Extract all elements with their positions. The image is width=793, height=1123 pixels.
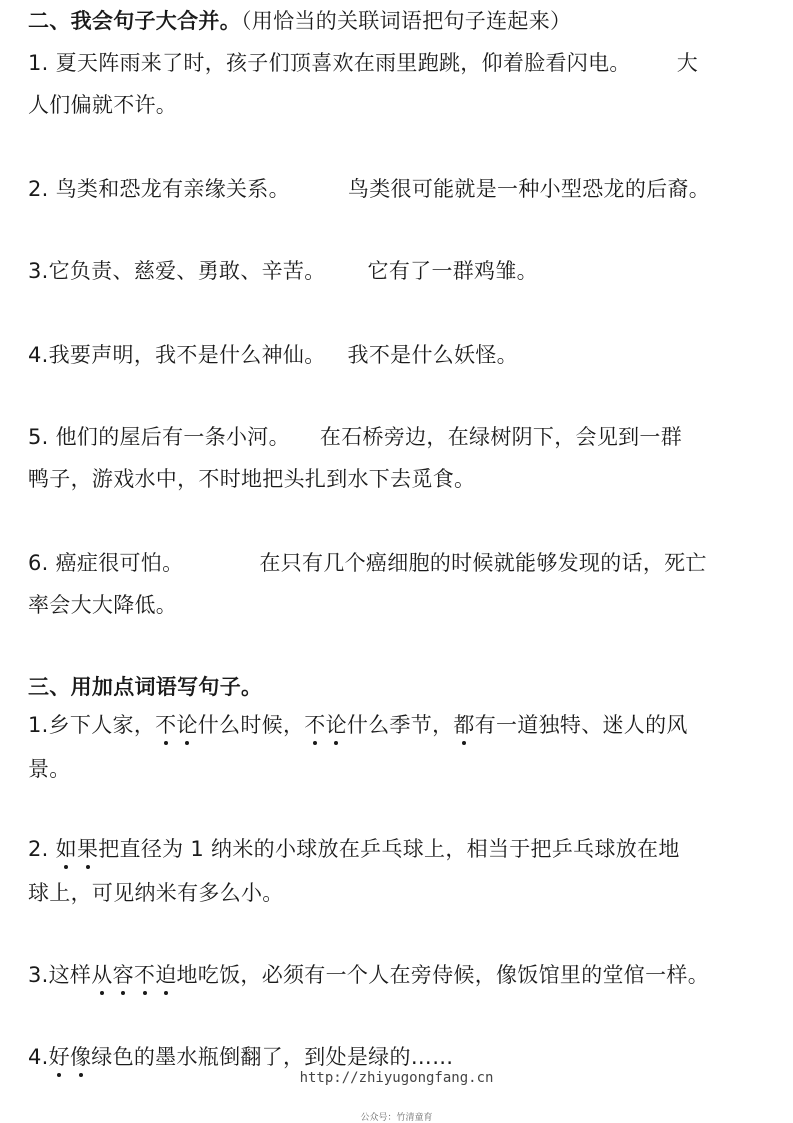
q6-part-c: 率会大大降低。: [28, 593, 178, 617]
s2-text-3: 球上，可见纳米有多么小。: [28, 881, 284, 905]
dotted-char: 迫: [155, 963, 177, 987]
s1-text-4: 有一道独特、迷人的风: [474, 713, 688, 737]
s2-text-1: 2.: [28, 837, 56, 861]
q5-line2: [28, 466, 475, 492]
dotted-char: 从: [91, 963, 113, 987]
footer-note: 公众号：竹清童育: [360, 1113, 433, 1123]
q3-part-b: 它有了一群鸡雏。: [367, 259, 538, 283]
q3-part-a: 3.它负责、慈爱、勇敢、辛苦。: [28, 259, 326, 283]
dotted-char: 都: [453, 713, 475, 737]
q5-part-c: 鸭子，游戏水中，不时地把头扎到水下去觅食。: [28, 467, 476, 491]
section2-heading: [28, 8, 571, 34]
s1-line2: [28, 756, 71, 782]
q4-part-a: 4.我要声明，我不是什么神仙。: [28, 343, 326, 367]
s4-text-2: 绿色的墨水瓶倒翻了，到处是绿的……: [91, 1045, 454, 1069]
q1-line1: [28, 50, 698, 76]
dotted-char: 不: [304, 713, 326, 737]
s3-line1: [28, 962, 709, 988]
q6-part-b: 在只有几个癌细胞的时候就能够发现的话，死亡: [259, 551, 707, 575]
dotted-char: 容: [112, 963, 134, 987]
s1-text-2: 什么时候，: [197, 713, 305, 737]
q5-line1: [28, 424, 682, 450]
s1-text-3: 什么季节，: [346, 713, 454, 737]
s1-text-1: 1.乡下人家，: [28, 713, 156, 737]
section3-heading: [28, 674, 262, 700]
s2-line1: [28, 836, 680, 862]
q4-line: [28, 342, 518, 368]
q2-line: [28, 176, 710, 202]
q6-line2: [28, 592, 177, 618]
s1-text-5: 景。: [28, 757, 71, 781]
q2-part-b: 鸟类很可能就是一种小型恐龙的后裔。: [347, 177, 711, 201]
dotted-char: 不: [133, 963, 156, 987]
q6-line1: [28, 550, 707, 576]
s2-line2: [28, 880, 284, 906]
s3-text-2: 地吃饭，必须有一个人在旁侍候，像饭馆里的堂倌一样。: [176, 963, 709, 987]
s1-line1: [28, 712, 688, 738]
q2-part-a: 2. 鸟类和恐龙有亲缘关系。: [28, 177, 290, 201]
q1-part2: 人们偏就不许。: [28, 93, 178, 117]
s4-line1: [28, 1044, 453, 1070]
dotted-char: 不: [155, 713, 177, 737]
footer-url: http://zhiyugongfang.cn: [299, 1070, 494, 1086]
q1-tail: 大: [676, 51, 699, 75]
q5-part-a: 5. 他们的屋后有一条小河。: [28, 425, 290, 449]
dotted-char: 像: [69, 1045, 92, 1069]
q1-line2: [28, 92, 177, 118]
q5-part-b: 在石桥旁边，在绿树阴下，会见到一群: [319, 425, 683, 449]
q3-line: [28, 258, 538, 284]
s2-text-2: 把直径为 1 纳米的小球放在乒乓球上，相当于把乒乓球放在地: [98, 837, 680, 861]
section2-instruction: （用恰当的关联词语把句子连起来）: [241, 9, 572, 33]
dotted-char: 论: [176, 713, 198, 737]
s3-text-1: 3.这样: [28, 963, 92, 987]
section2-title: 二、我会句子大合并。: [28, 9, 241, 33]
s4-text-1: 4.: [28, 1045, 49, 1069]
dotted-char: 论: [325, 713, 347, 737]
dotted-char: 如: [55, 837, 77, 861]
q4-part-b: 我不是什么妖怪。: [347, 343, 518, 367]
section3-title: 三、用加点词语写句子。: [28, 675, 263, 699]
q1-part1: 1. 夏天阵雨来了时，孩子们顶喜欢在雨里跑跳，仰着脸看闪电。: [28, 51, 631, 75]
dotted-char: 好: [48, 1045, 70, 1069]
q6-part-a: 6. 癌症很可怕。: [28, 551, 184, 575]
dotted-char: 果: [76, 837, 99, 861]
